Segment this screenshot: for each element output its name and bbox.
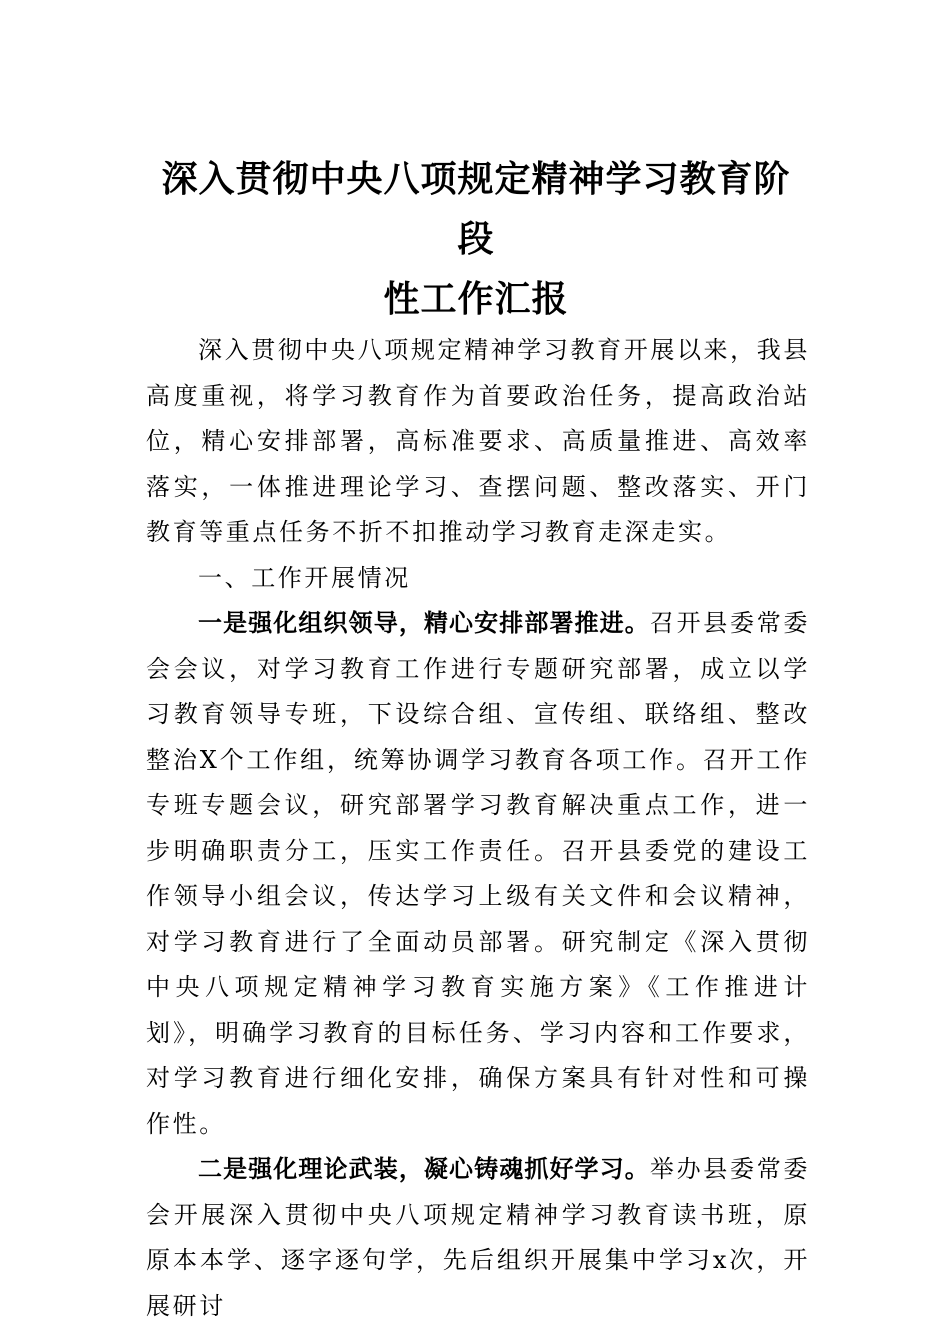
title-line-1: 深入贯彻中央八项规定精神学习教育阶段 — [161, 159, 791, 260]
section-heading: 一、工作开展情况 — [198, 563, 411, 592]
document-title — [146, 150, 806, 330]
item-1-text: 召开县委常委会会议，对学习教育工作进行专题研究部署，成立以学习教育领导专班，下设综合组、宣传组、联络组、整改整治X个工作组，统筹协调学习教育各项工作。召开工作专班专题会议，研究部署学习教育解决重点工作，进一步明确职责分工，压实工作责任。召开县委党的建设工作领导小组会议，传达学习上级有关文件和会议精神，对学习教育进行了全面动员部署。研究制定《深入贯彻中央八项规定精神学习教育实施方案》《工作推进计划》，明确学习教育的目标任务、学习内容和工作要求，对学习教育进行细化安排，确保方案具有针对性和可操作性。 — [146, 609, 810, 1138]
item-2-lead: 二是强化理论武装，凝心铸魂抓好学习。 — [198, 1155, 650, 1183]
document-body — [146, 328, 810, 1329]
title-line-2: 性工作汇报 — [383, 279, 569, 320]
item-paragraph-1 — [146, 601, 810, 1147]
item-paragraph-2 — [146, 1147, 810, 1329]
item-2-text: 举办县委常委会开展深入贯彻中央八项规定精神学习教育读书班，原原本本学、逐字逐句学，先后组织开展集中学习x次，开展研讨 — [146, 1155, 810, 1320]
intro-paragraph: 深入贯彻中央八项规定精神学习教育开展以来，我县高度重视，将学习教育作为首要政治任务，提高政治站位，精心安排部署，高标准要求、高质量推进、高效率落实，一体推进理论学习、查摆问题、整改落实、开门教育等重点任务不折不扣推动学习教育走深走实。 — [146, 336, 810, 546]
item-1-lead: 一是强化组织领导，精心安排部署推进。 — [198, 609, 650, 637]
